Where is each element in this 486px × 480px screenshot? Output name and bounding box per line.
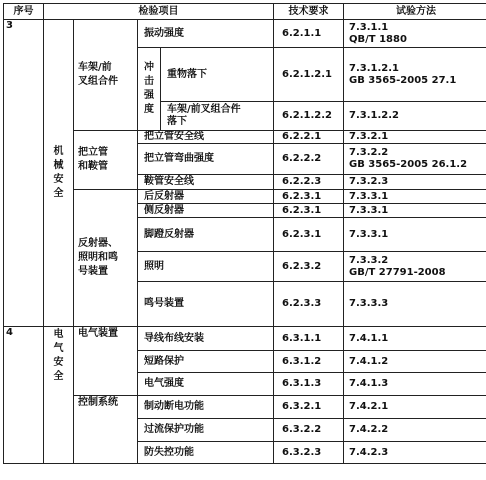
tech-cell: 6.3.2.1 [274,396,344,419]
category-cell: 机 械 安 全 [44,20,74,327]
method-cell: 7.3.3.1 [344,218,486,252]
table-row [4,20,486,48]
item-cell: 短路保护 [138,351,274,373]
item-cell: 把立管弯曲强度 [138,144,274,175]
header-row [4,4,486,20]
tech-cell: 6.2.1.2.1 [274,48,344,102]
item-cell: 防失控功能 [138,442,274,464]
inspection-table-wrapper [3,3,486,464]
tech-cell: 6.2.3.1 [274,218,344,252]
item-cell: 导线布线安装 [138,327,274,351]
tech-cell: 6.2.3.2 [274,252,344,282]
method-cell: 7.3.3.3 [344,282,486,327]
item-cell: 照明 [138,252,274,282]
method-cell: 7.4.2.2 [344,419,486,442]
tech-cell: 6.2.2.1 [274,131,344,144]
item-cell: 侧反射器 [138,204,274,218]
item-cell: 鸣号装置 [138,282,274,327]
table-row [4,131,486,144]
tech-cell: 6.3.2.3 [274,442,344,464]
header-tech: 技术要求 [274,4,344,20]
inspection-table [3,3,486,464]
group-cell: 把立管 和鞍管 [74,131,138,190]
tech-cell: 6.2.3.3 [274,282,344,327]
tech-cell: 6.2.3.1 [274,190,344,204]
item-cell: 后反射器 [138,190,274,204]
tech-cell: 6.2.2.3 [274,175,344,190]
tech-cell: 6.3.2.2 [274,419,344,442]
method-cell: 7.3.2.1 [344,131,486,144]
method-cell: 7.3.2.2 GB 3565-2005 26.1.2 [344,144,486,175]
tech-cell: 6.3.1.1 [274,327,344,351]
header-item: 检验项目 [44,4,274,20]
method-cell: 7.3.3.1 [344,190,486,204]
subgroup-cell: 冲 击 强 度 [138,48,161,131]
method-cell: 7.4.1.1 [344,327,486,351]
item-cell: 脚蹬反射器 [138,218,274,252]
group-cell: 反射器、 照明和鸣 号装置 [74,190,138,327]
tech-cell: 6.2.3.1 [274,204,344,218]
method-cell: 7.3.1.2.1 GB 3565-2005 27.1 [344,48,486,102]
method-cell: 7.4.2.3 [344,442,486,464]
table-row [4,327,486,351]
method-cell: 7.4.1.2 [344,351,486,373]
method-cell: 7.3.3.1 [344,204,486,218]
header-seq: 序号 [4,4,44,20]
header-method: 试验方法 [344,4,486,20]
group-cell: 控制系统 [74,396,138,464]
method-cell: 7.4.2.1 [344,396,486,419]
method-cell: 7.3.1.2.2 [344,102,486,131]
item-cell: 鞍管安全线 [138,175,274,190]
table-row [4,190,486,204]
category-cell: 电 气 安 全 [44,327,74,464]
seq-cell: 4 [4,327,44,464]
group-cell: 电气装置 [74,327,138,396]
tech-cell: 6.3.1.3 [274,373,344,396]
table-row [4,396,486,419]
item-cell: 振动强度 [138,20,274,48]
item-cell: 电气强度 [138,373,274,396]
item-cell: 过流保护功能 [138,419,274,442]
tech-cell: 6.2.1.2.2 [274,102,344,131]
item-cell: 制动断电功能 [138,396,274,419]
item-cell: 车架/前叉组合件 落下 [161,102,274,131]
item-cell: 把立管安全线 [138,131,274,144]
method-cell: 7.3.3.2 GB/T 27791-2008 [344,252,486,282]
method-cell: 7.3.2.3 [344,175,486,190]
method-cell: 7.4.1.3 [344,373,486,396]
tech-cell: 6.3.1.2 [274,351,344,373]
item-cell: 重物落下 [161,48,274,102]
tech-cell: 6.2.2.2 [274,144,344,175]
tech-cell: 6.2.1.1 [274,20,344,48]
method-cell: 7.3.1.1 QB/T 1880 [344,20,486,48]
seq-cell: 3 [4,20,44,327]
group-cell: 车架/前 叉组合件 [74,20,138,131]
